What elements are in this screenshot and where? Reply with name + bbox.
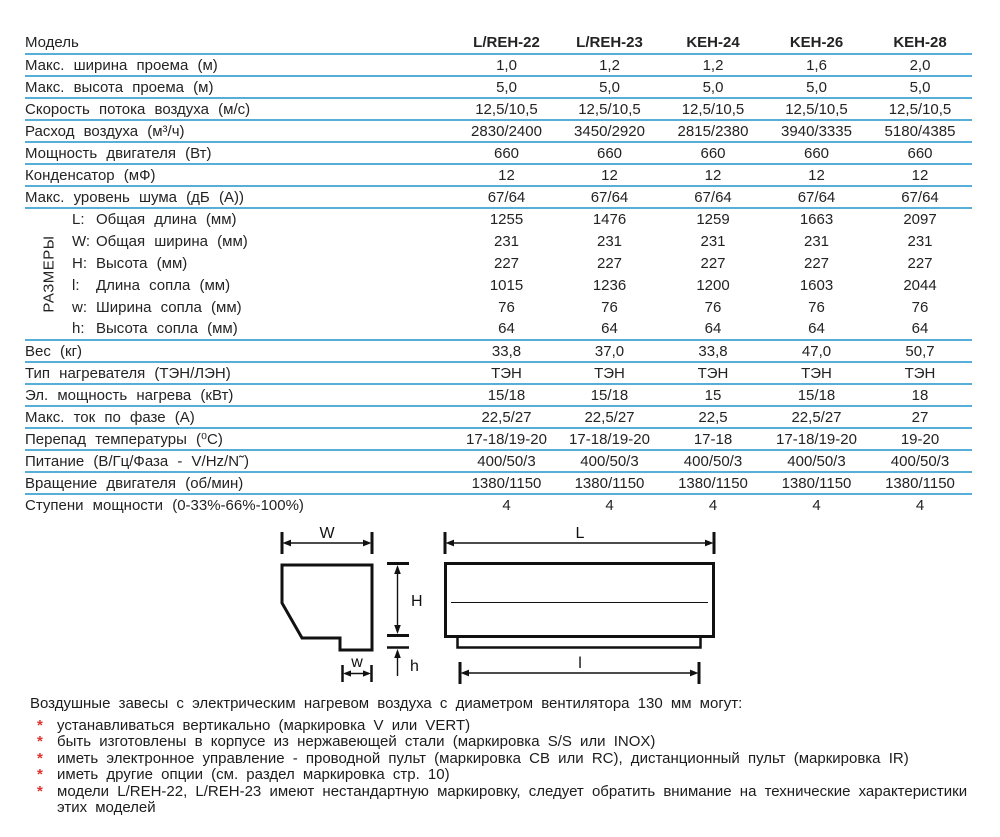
spec-value: 18 — [911, 386, 929, 404]
spec-value: 231 — [907, 232, 933, 250]
spec-value: 4 — [605, 497, 614, 514]
spec-value: 22,5/27 — [481, 408, 532, 426]
spec-label: Перепад температуры (⁰С) — [25, 431, 223, 448]
spec-value: 76 — [911, 298, 929, 316]
spec-value: 5180/4385 — [884, 122, 956, 140]
spec-value: 17-18 — [693, 430, 733, 448]
spec-value: 50,7 — [905, 342, 935, 360]
spec-value: 400/50/3 — [683, 452, 743, 470]
spec-value: 231 — [803, 232, 830, 250]
spec-value: 64 — [808, 320, 825, 337]
spec-value: 67/64 — [590, 188, 629, 206]
notes-list — [30, 718, 978, 817]
dimension-letter: L: — [72, 211, 85, 228]
spec-value: 231 — [700, 232, 726, 250]
spec-value: 67/64 — [901, 188, 939, 206]
spec-value: 1663 — [799, 211, 834, 228]
spec-value: 67/64 — [694, 188, 732, 206]
spec-value: 15/18 — [797, 386, 836, 404]
note-text: быть изготовлены в корпусе из нержавеющей стали (маркировка S/S или INOX) — [57, 733, 656, 750]
notes-intro: Воздушные завесы с электрическим нагревом воздуха с диаметром вентилятора 130 мм могут: — [30, 695, 743, 712]
spec-value: 1380/1150 — [574, 474, 645, 492]
spec-value: ТЭН — [904, 364, 936, 382]
spec-label — [72, 252, 455, 274]
spec-value: 76 — [704, 298, 722, 316]
spec-value: 12 — [601, 166, 618, 184]
note-bullet — [30, 734, 978, 751]
spec-value: 12 — [911, 166, 929, 184]
spec-value: ТЭН — [594, 364, 625, 382]
spec-label: Расход воздуха (м³/ч) — [25, 122, 185, 140]
model-column-header: L/REH-22 — [473, 34, 540, 51]
spec-value: 2830/2400 — [471, 122, 542, 140]
model-column-header: KEH-28 — [893, 34, 947, 51]
note-text: иметь другие опции (см. раздел маркировка стр. 10) — [57, 766, 450, 783]
spec-value: 1,6 — [806, 56, 827, 74]
spec-label — [72, 274, 455, 296]
table-row — [25, 406, 972, 428]
nozzle-width-label: w — [351, 654, 363, 671]
spec-value: 400/50/3 — [787, 452, 846, 470]
spec-value: 76 — [601, 298, 618, 316]
spec-label: Питание (В/Гц/Фаза - V/Hz/N˜) — [25, 452, 250, 470]
spec-label — [72, 296, 455, 318]
table-row — [25, 340, 972, 362]
table-row — [25, 428, 972, 450]
asterisk-marker: * — [37, 766, 43, 783]
dimensions-diagram — [258, 524, 728, 692]
spec-value: 64 — [498, 320, 515, 337]
spec-label-text: Общая ширина (мм) — [96, 232, 248, 250]
front-view-drawing — [445, 525, 714, 684]
spec-label: Вес (кг) — [25, 342, 83, 360]
spec-value: 1259 — [696, 211, 730, 228]
spec-value: 1380/1150 — [678, 474, 748, 492]
spec-value: 2815/2380 — [677, 122, 749, 140]
spec-value: 227 — [596, 254, 623, 272]
table-row — [25, 54, 972, 76]
spec-value: 22,5/27 — [791, 408, 842, 426]
spec-value: 33,8 — [491, 342, 522, 360]
spec-value: ТЭН — [491, 364, 522, 382]
spec-label: Макс. высота проема (м) — [25, 78, 214, 96]
spec-value: 12,5/10,5 — [681, 100, 745, 118]
asterisk-marker: * — [37, 716, 43, 734]
table-row — [25, 472, 972, 494]
spec-value: 2,0 — [909, 56, 931, 74]
spec-value: 1380/1150 — [781, 474, 852, 492]
table-row — [25, 120, 972, 142]
note-bullet — [30, 751, 978, 768]
spec-table-body — [25, 32, 972, 516]
note-bullet — [30, 718, 978, 735]
table-row — [25, 494, 972, 516]
spec-value: 12 — [704, 166, 722, 184]
spec-table — [25, 32, 972, 516]
spec-value: 5,0 — [806, 78, 827, 96]
dimension-letter: W: — [72, 232, 91, 250]
spec-value: 67/64 — [797, 188, 836, 206]
asterisk-marker: * — [37, 782, 43, 800]
dimension-letter: h: — [72, 320, 85, 337]
spec-value: 15/18 — [590, 386, 629, 404]
spec-label: Макс. уровень шума (дБ (А)) — [25, 188, 244, 206]
spec-label: Мощность двигателя (Вт) — [25, 144, 212, 162]
spec-value: 1380/1150 — [471, 474, 542, 492]
nozzle-height-label: h — [410, 658, 419, 675]
spec-value: 1476 — [592, 211, 627, 228]
spec-value: 227 — [493, 254, 520, 272]
height-label: H — [411, 593, 423, 610]
spec-value: 12,5/10,5 — [475, 100, 538, 118]
spec-value: 5,0 — [909, 78, 931, 96]
asterisk-marker: * — [37, 733, 43, 750]
table-row — [25, 318, 972, 340]
table-row — [25, 164, 972, 186]
table-row — [25, 230, 972, 252]
spec-value: 17-18/19-20 — [569, 430, 650, 448]
model-column-header: KEH-26 — [789, 34, 844, 51]
spec-value: 227 — [803, 254, 830, 272]
spec-label-text: Общая длина (мм) — [96, 211, 237, 228]
spec-value: 17-18/19-20 — [466, 430, 547, 448]
spec-value: 5,0 — [599, 78, 620, 96]
spec-value: 400/50/3 — [477, 452, 536, 470]
spec-label-text: Высота сопла (мм) — [96, 320, 238, 337]
dimension-letter: H: — [72, 254, 87, 272]
table-row — [25, 362, 972, 384]
table-row — [25, 252, 972, 274]
spec-value: 3940/3335 — [781, 122, 852, 140]
spec-value: 19-20 — [900, 430, 940, 448]
spec-value: 5,0 — [702, 78, 724, 96]
spec-value: ТЭН — [697, 364, 729, 382]
spec-value: 22,5 — [698, 408, 728, 426]
spec-value: 4 — [812, 497, 821, 514]
spec-value: 12,5/10,5 — [888, 100, 952, 118]
spec-value: 33,8 — [698, 342, 728, 360]
spec-value: 400/50/3 — [580, 452, 639, 470]
spec-value: 660 — [907, 144, 933, 162]
spec-label — [72, 318, 455, 340]
spec-value: 67/64 — [487, 188, 526, 206]
spec-label-text: Длина сопла (мм) — [96, 276, 231, 294]
note-text: иметь электронное управление - проводной пульт (маркировка СВ или RC), дистанционный пульт (маркировка IR) — [57, 749, 909, 767]
table-row — [25, 296, 972, 318]
spec-value: 400/50/3 — [890, 452, 950, 470]
spec-value: 1380/1150 — [885, 474, 955, 492]
table-row — [25, 450, 972, 472]
spec-value: 47,0 — [801, 342, 832, 360]
spec-value: 27 — [911, 408, 929, 426]
dimensions-group-cell — [25, 208, 72, 340]
notes — [30, 696, 978, 817]
spec-label: Конденсатор (мФ) — [25, 166, 156, 184]
spec-value: 64 — [704, 320, 722, 337]
side-view-drawing — [282, 525, 423, 682]
spec-label — [72, 230, 455, 252]
overall-width-label: W — [319, 525, 335, 542]
table-row — [25, 98, 972, 120]
table-row — [25, 76, 972, 98]
spec-value: 4 — [708, 497, 718, 514]
table-row — [25, 384, 972, 406]
spec-value: 76 — [498, 298, 515, 316]
spec-label: Макс. ширина проема (м) — [25, 56, 218, 74]
spec-value: 660 — [493, 144, 520, 162]
spec-value: 76 — [808, 298, 825, 316]
spec-value: 2097 — [903, 211, 937, 228]
spec-value: 12,5/10,5 — [785, 100, 848, 118]
spec-label: Тип нагревателя (ТЭН/ЛЭН) — [25, 364, 231, 382]
note-text: устанавливаться вертикально (маркировка V или VERT) — [57, 716, 471, 734]
spec-value: 15/18 — [487, 386, 526, 404]
spec-value: ТЭН — [801, 364, 832, 382]
spec-value: 17-18/19-20 — [776, 430, 857, 448]
spec-value: 64 — [911, 320, 929, 337]
spec-label: Скорость потока воздуха (м/с) — [25, 100, 251, 118]
spec-label: Эл. мощность нагрева (кВт) — [25, 386, 234, 404]
spec-value: 227 — [700, 254, 726, 272]
spec-label-text: Ширина сопла (мм) — [96, 298, 242, 316]
table-header-row — [25, 32, 972, 54]
spec-value: 227 — [907, 254, 933, 272]
spec-value: 660 — [803, 144, 830, 162]
spec-value: 22,5/27 — [584, 408, 635, 426]
spec-value: 660 — [596, 144, 623, 162]
spec-value: 231 — [493, 232, 520, 250]
spec-value: 1,2 — [702, 56, 724, 74]
spec-value: 12,5/10,5 — [578, 100, 641, 118]
spec-value: 1,0 — [496, 56, 517, 74]
spec-value: 64 — [601, 320, 618, 337]
spec-label: Ступени мощности (0-33%-66%-100%) — [25, 497, 304, 514]
model-column-header: KEH-24 — [686, 34, 740, 51]
models-header-label: Модель — [25, 34, 79, 51]
note-bullet — [30, 767, 978, 784]
note-text: модели L/REH-22, L/REH-23 имеют нестандартную маркировку, следует обратить внимание на технические характеристики этих моделей — [57, 782, 968, 816]
spec-value: 4 — [502, 497, 511, 514]
spec-value: 1603 — [799, 276, 834, 294]
spec-value: 15 — [704, 386, 722, 404]
dimension-letter: l: — [72, 276, 80, 294]
spec-label: Макс. ток по фазе (А) — [25, 408, 195, 426]
table-row — [25, 142, 972, 164]
spec-label-text: Высота (мм) — [96, 254, 188, 272]
nozzle-length-label: l — [578, 655, 582, 672]
spec-value: 660 — [700, 144, 726, 162]
spec-value: 3450/2920 — [574, 122, 645, 140]
spec-value: 4 — [915, 497, 925, 514]
asterisk-marker: * — [37, 749, 43, 767]
dimensions-group-label: РАЗМЕРЫ — [40, 235, 57, 313]
spec-value: 1015 — [489, 276, 524, 294]
spec-value: 5,0 — [496, 78, 517, 96]
overall-length-label: L — [575, 525, 585, 542]
spec-value: 1255 — [489, 211, 524, 228]
table-row — [25, 208, 972, 230]
spec-value: 1236 — [592, 276, 627, 294]
spec-value: 2044 — [903, 276, 937, 294]
note-bullet — [30, 784, 978, 817]
table-row — [25, 186, 972, 208]
spec-value: 37,0 — [594, 342, 625, 360]
spec-value: 1200 — [696, 276, 730, 294]
spec-value: 12 — [808, 166, 825, 184]
spec-label: Вращение двигателя (об/мин) — [25, 474, 244, 492]
model-column-header: L/REH-23 — [576, 34, 643, 51]
dimension-letter: w: — [72, 298, 87, 316]
table-row — [25, 274, 972, 296]
spec-value: 12 — [498, 166, 515, 184]
spec-value: 1,2 — [599, 56, 620, 74]
spec-value: 231 — [596, 232, 623, 250]
spec-label — [72, 208, 455, 230]
